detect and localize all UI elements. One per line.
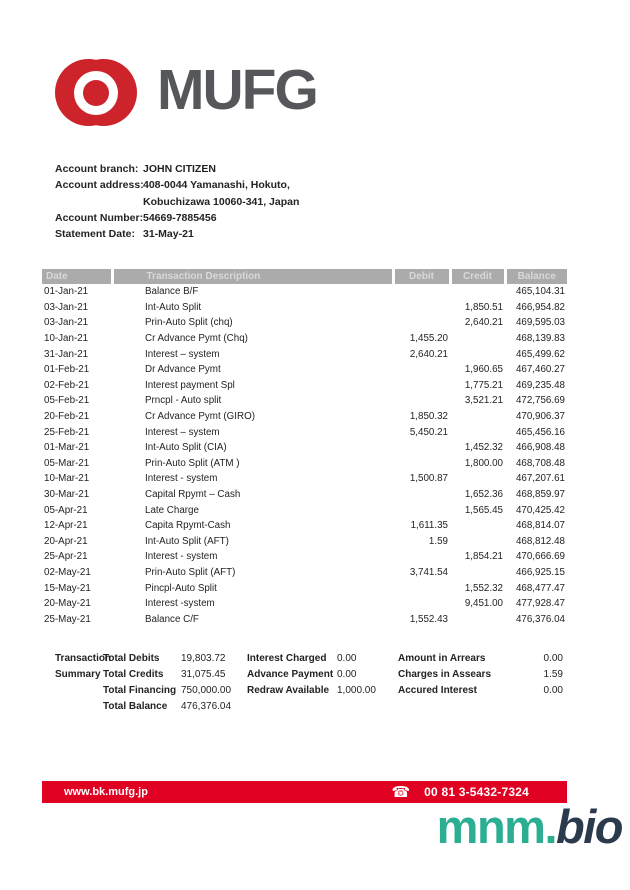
txn-debit <box>393 596 450 612</box>
txn-debit <box>393 502 450 518</box>
txn-date: 20-May-21 <box>44 598 91 610</box>
txn-debit: 2,640.21 <box>409 348 448 360</box>
txn-date: 05-Feb-21 <box>44 395 90 407</box>
table-row <box>42 362 567 378</box>
table-row <box>42 580 567 596</box>
summary-value: 19,803.72 <box>181 653 226 664</box>
col-header-credit: Credit <box>450 269 505 284</box>
summary-title-line1: Transaction <box>55 653 112 664</box>
txn-credit <box>450 346 505 362</box>
txn-credit <box>450 409 505 425</box>
summary-arrears-column <box>398 651 563 699</box>
account-address-line2: Kobuchizawa 10060-341, Japan <box>143 195 300 208</box>
txn-description: Prin-Auto Split (ATM ) <box>145 457 240 469</box>
table-row <box>42 393 567 409</box>
summary-label: Amount in Arrears <box>398 653 486 664</box>
txn-credit <box>450 471 505 487</box>
txn-description: Late Charge <box>145 504 199 516</box>
txn-debit: 1,611.35 <box>410 520 448 532</box>
txn-description: Prin-Auto Split (AFT) <box>145 566 236 578</box>
txn-debit <box>393 440 450 456</box>
table-row <box>42 424 567 440</box>
table-row <box>42 518 567 534</box>
table-row <box>42 611 567 627</box>
txn-description: Capita Rpymt-Cash <box>145 520 231 532</box>
phone-number: 00 81 3-5432-7324 <box>424 785 529 799</box>
txn-balance: 466,925.15 <box>515 566 565 578</box>
table-row <box>42 440 567 456</box>
summary-row <box>247 683 376 699</box>
txn-description: Interest payment Spl <box>145 379 235 391</box>
summary-row <box>398 683 563 699</box>
mufg-logo-icon <box>55 59 137 126</box>
txn-date: 10-Jan-21 <box>44 333 89 345</box>
transactions-table <box>42 269 567 627</box>
brand-name: MUFG <box>157 58 317 122</box>
summary-label: Charges in Assears <box>398 669 492 680</box>
table-row <box>42 378 567 394</box>
txn-credit: 2,640.21 <box>464 317 503 329</box>
txn-credit <box>450 518 505 534</box>
table-row <box>42 471 567 487</box>
txn-date: 03-Jan-21 <box>44 301 89 313</box>
txn-description: Interest - system <box>145 473 218 485</box>
summary-value: 1,000.00 <box>337 685 376 696</box>
txn-credit: 1,850.51 <box>464 301 503 313</box>
txn-date: 05-Mar-21 <box>44 457 90 469</box>
txn-description: Balance C/F <box>145 613 199 625</box>
summary-row <box>247 667 376 683</box>
account-address-line1: 408-0044 Yamanashi, Hokuto, <box>143 179 290 192</box>
txn-description: Interest – system <box>145 426 220 438</box>
txn-balance: 468,477.47 <box>515 582 565 594</box>
col-header-debit: Debit <box>393 269 450 284</box>
summary-label: Accured Interest <box>398 685 477 696</box>
col-header-balance: Balance <box>505 269 567 284</box>
summary-label: Interest Charged <box>247 653 327 664</box>
summary-label: Advance Payment <box>247 669 334 680</box>
summary-totals-column <box>103 651 231 715</box>
txn-debit <box>393 300 450 316</box>
txn-credit: 1,652.36 <box>464 489 503 501</box>
summary-value: 0.00 <box>543 653 563 664</box>
txn-date: 31-Jan-21 <box>44 348 89 360</box>
txn-balance: 465,104.31 <box>515 286 565 298</box>
txn-credit <box>450 611 505 627</box>
summary-label: Redraw Available <box>247 685 330 696</box>
summary-value: 0.00 <box>337 669 357 680</box>
table-row <box>42 409 567 425</box>
txn-date: 25-Apr-21 <box>44 551 88 563</box>
account-address-label: Account address: <box>55 179 144 192</box>
txn-date: 03-Jan-21 <box>44 317 89 329</box>
txn-description: Interest - system <box>145 551 218 563</box>
txn-debit <box>393 362 450 378</box>
account-number-row <box>55 210 299 226</box>
txn-description: Cr Advance Pymt (GIRO) <box>145 411 255 423</box>
summary-row <box>398 651 563 667</box>
summary-value: 31,075.45 <box>181 669 226 680</box>
col-header-description: Transaction Description <box>112 269 393 284</box>
summary-label: Total Debits <box>103 653 160 664</box>
summary-title-line2: Summary <box>55 669 101 680</box>
txn-balance: 476,376.04 <box>515 613 565 625</box>
table-row <box>42 456 567 472</box>
txn-description: Interest -system <box>145 598 215 610</box>
phone-section <box>391 782 567 801</box>
txn-balance: 468,814.07 <box>515 520 565 532</box>
txn-description: Pincpl-Auto Split <box>145 582 217 594</box>
summary-row <box>247 651 376 667</box>
txn-debit: 1,500.87 <box>409 473 448 485</box>
txn-debit <box>393 456 450 472</box>
txn-date: 25-May-21 <box>44 613 91 625</box>
txn-credit: 1,565.45 <box>464 504 503 516</box>
txn-balance: 468,708.48 <box>515 457 565 469</box>
txn-credit: 9,451.00 <box>464 598 503 610</box>
txn-description: Balance B/F <box>145 286 199 298</box>
txn-balance: 466,954.82 <box>515 301 565 313</box>
txn-date: 02-May-21 <box>44 566 91 578</box>
statement-date-value: 31-May-21 <box>143 228 194 241</box>
txn-credit <box>450 284 505 300</box>
txn-debit <box>393 393 450 409</box>
txn-credit <box>450 565 505 581</box>
txn-credit <box>450 534 505 550</box>
summary-row <box>103 699 231 715</box>
txn-debit: 1.59 <box>428 535 448 547</box>
txn-credit: 1,960.65 <box>464 364 503 376</box>
logo-center-dot <box>83 80 109 106</box>
txn-date: 20-Apr-21 <box>44 535 88 547</box>
watermark-mnm: mnm. <box>436 800 557 853</box>
txn-date: 30-Mar-21 <box>44 489 90 501</box>
account-info <box>55 161 299 242</box>
txn-balance: 470,425.42 <box>515 504 565 516</box>
txn-date: 01-Jan-21 <box>44 286 89 298</box>
txn-description: Int-Auto Split (CIA) <box>145 442 227 454</box>
txn-description: Int-Auto Split <box>145 301 202 313</box>
txn-description: Int-Auto Split (AFT) <box>145 535 229 547</box>
table-header <box>42 269 567 284</box>
col-header-date: Date <box>42 269 112 284</box>
summary-value: 476,376.04 <box>181 701 232 712</box>
txn-date: 02-Feb-21 <box>44 379 90 391</box>
table-row <box>42 284 567 300</box>
account-address-row2 <box>55 194 299 210</box>
txn-description: Prncpl - Auto split <box>145 395 222 407</box>
account-branch-value: JOHN CITIZEN <box>143 163 216 175</box>
watermark-bio: bio <box>556 800 622 853</box>
summary-value: 0.00 <box>337 653 357 664</box>
txn-credit: 1,854.21 <box>464 551 503 563</box>
txn-balance: 468,859.97 <box>515 489 565 501</box>
table-row <box>42 331 567 347</box>
txn-balance: 468,139.83 <box>515 333 565 345</box>
table-row <box>42 549 567 565</box>
summary-interest-column <box>247 651 376 699</box>
statement-date-label: Statement Date: <box>55 228 135 241</box>
txn-debit: 5,450.21 <box>409 426 448 438</box>
summary-row <box>103 651 231 667</box>
txn-balance: 466,908.48 <box>515 442 565 454</box>
txn-balance: 465,456.16 <box>515 426 565 438</box>
txn-balance: 465,499.62 <box>515 348 565 360</box>
table-row <box>42 487 567 503</box>
transactions-body <box>42 284 567 627</box>
summary-label: Total Credits <box>103 669 164 680</box>
summary-value: 1.59 <box>543 669 563 680</box>
txn-debit <box>393 378 450 394</box>
txn-date: 10-Mar-21 <box>44 473 90 485</box>
statement-date-row <box>55 226 299 242</box>
summary-value: 750,000.00 <box>181 685 232 696</box>
account-number-label: Account Number: <box>55 211 144 224</box>
txn-date: 05-Apr-21 <box>44 504 88 516</box>
txn-date: 01-Feb-21 <box>44 364 90 376</box>
txn-debit <box>393 284 450 300</box>
txn-credit: 1,800.00 <box>464 457 503 469</box>
txn-debit <box>393 487 450 503</box>
txn-balance: 468,812.48 <box>515 535 565 547</box>
summary-label: Total Balance <box>103 701 168 712</box>
txn-debit <box>393 549 450 565</box>
table-row <box>42 596 567 612</box>
summary-row <box>103 683 231 699</box>
txn-description: Dr Advance Pymt <box>145 364 221 376</box>
txn-date: 20-Feb-21 <box>44 411 90 423</box>
table-row <box>42 346 567 362</box>
txn-balance: 467,460.27 <box>515 364 565 376</box>
txn-date: 15-May-21 <box>44 582 91 594</box>
txn-debit <box>393 315 450 331</box>
table-row <box>42 502 567 518</box>
txn-balance: 472,756.69 <box>515 395 565 407</box>
txn-balance: 467,207.61 <box>515 473 565 485</box>
watermark-mnm-bio <box>437 802 622 851</box>
txn-description: Prin-Auto Split (chq) <box>145 317 233 329</box>
txn-credit: 1,452.32 <box>464 442 503 454</box>
summary-label: Total Financing <box>103 685 177 696</box>
summary-row <box>398 667 563 683</box>
summary-row <box>103 667 231 683</box>
table-row <box>42 300 567 316</box>
txn-date: 01-Mar-21 <box>44 442 90 454</box>
txn-balance: 470,666.69 <box>515 551 565 563</box>
txn-description: Interest – system <box>145 348 220 360</box>
txn-debit <box>393 580 450 596</box>
txn-balance: 469,595.03 <box>515 317 565 329</box>
txn-debit: 1,455.20 <box>409 333 448 345</box>
txn-balance: 469,235.48 <box>515 379 565 391</box>
txn-description: Cr Advance Pymt (Chq) <box>145 333 248 345</box>
txn-date: 12-Apr-21 <box>44 520 88 532</box>
txn-credit: 1,552.32 <box>464 582 503 594</box>
txn-credit <box>450 331 505 347</box>
account-branch-row <box>55 161 299 177</box>
txn-debit: 3,741.54 <box>409 566 448 578</box>
txn-balance: 470,906.37 <box>515 411 565 423</box>
summary-value: 0.00 <box>543 685 563 696</box>
table-row <box>42 534 567 550</box>
table-row <box>42 315 567 331</box>
txn-debit: 1,552.43 <box>409 613 448 625</box>
txn-credit: 1,775.21 <box>464 379 503 391</box>
account-address-row <box>55 177 299 193</box>
txn-debit: 1,850.32 <box>409 411 448 423</box>
txn-balance: 477,928.47 <box>515 598 565 610</box>
account-branch-label: Account branch: <box>55 163 139 175</box>
telephone-icon: ☎ <box>391 782 411 801</box>
txn-date: 25-Feb-21 <box>44 426 90 438</box>
website-text: www.bk.mufg.jp <box>64 786 148 798</box>
txn-credit <box>450 424 505 440</box>
account-number-value: 54669-7885456 <box>143 211 217 224</box>
txn-credit: 3,521.21 <box>464 395 503 407</box>
table-row <box>42 565 567 581</box>
txn-description: Capital Rpymt – Cash <box>145 489 241 501</box>
